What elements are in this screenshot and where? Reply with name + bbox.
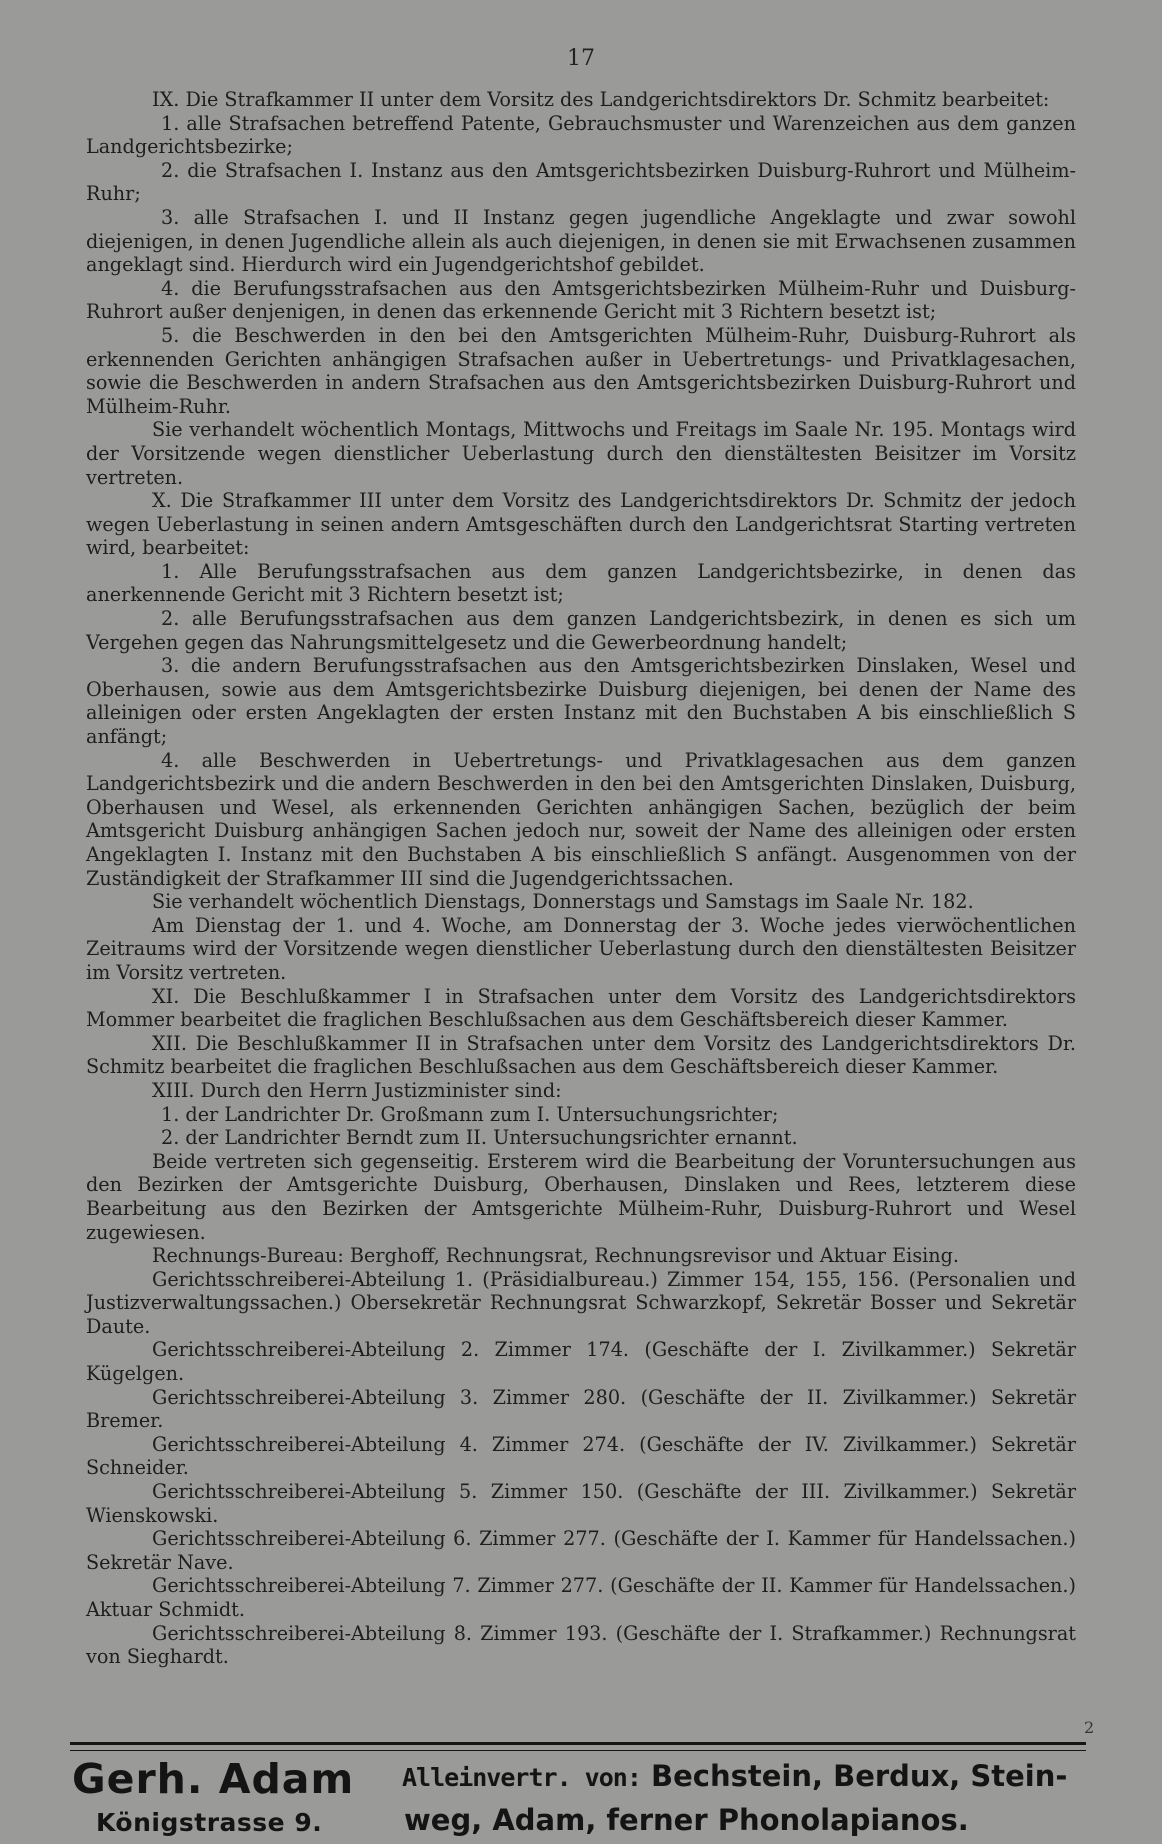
paragraph: 2. alle Berufungsstrafsachen aus dem ganzen Landgerichtsbezirk, in denen es sich um Vergehen gegen das Nahrungsmittelgesetz und die Gewerbeordnung handelt; [86,607,1076,654]
paragraph: Beide vertreten sich gegenseitig. Ersterem wird die Bearbeitung der Voruntersuchungen aus den Bezirken der Amtsgerichte Duisburg, Oberhausen, Dinslaken und Rees, letzterem diese Bearbeitung aus den Bezirken der Amtsgerichte Mülheim-Ruhr, Duisburg-Ruhrort und Wesel zugewiesen. [86,1149,1076,1244]
paragraph: Gerichtsschreiberei-Abteilung 8. Zimmer 193. (Geschäfte der I. Strafkammer.) Rechnungsrat von Sieghardt. [86,1621,1076,1669]
advert-company-name: Gerh. Adam [72,1755,355,1803]
paragraph: Am Dienstag der 1. und 4. Woche, am Donnerstag der 3. Woche jedes vierwöchentlichen Zeitraums wird der Vorsitzende wegen dienstlicher Ueberlastung durch den dienstältesten Beisitzer im Vorsitz vertreten. [86,913,1076,984]
paragraph: 1. alle Strafsachen betreffend Patente, Gebrauchsmuster und Warenzeichen aus dem ganzen Landgerichtsbezirke; [86,111,1076,159]
paragraph: 4. die Berufungsstrafsachen aus den Amtsgerichtsbezirken Mülheim-Ruhr und Duisburg-Ruhrort außer denjenigen, in denen das erkennende Gericht mit 3 Richtern besetzt ist; [86,276,1076,324]
paragraph: 2. die Strafsachen I. Instanz aus den Amtsgerichtsbezirken Duisburg-Ruhrort und Mülheim-Ruhr; [86,158,1076,206]
paragraph: 1. der Landrichter Dr. Großmann zum I. Untersuchungsrichter; [161,1102,779,1126]
side-mark: 2 [1084,1718,1095,1737]
paragraph: Gerichtsschreiberei-Abteilung 3. Zimmer 280. (Geschäfte der II. Zivilkammer.) Sekretär Bremer. [86,1385,1076,1433]
advert-address: Königstrasse 9. [96,1808,323,1837]
paragraph: Sie verhandelt wöchentlich Dienstags, Donnerstags und Samstags im Saale Nr. 182. [152,890,974,914]
advert-line-1-prefix: Alleinvertr. von: [402,1763,641,1792]
section-xii-heading: XII. Die Beschlußkammer II in Strafsachen unter dem Vorsitz des Landgerichtsdirektors Dr. Schmitz bearbeitet die fraglichen Beschlußsachen aus dem Geschäftsbereich dieser Kammer. [86,1031,1076,1079]
advert-line-1-brands: Bechstein, Berdux, Stein- [650,1759,1068,1793]
paragraph: Gerichtsschreiberei-Abteilung 6. Zimmer 277. (Geschäfte der I. Kammer für Handelssachen.) Sekretär Nave. [86,1527,1076,1574]
section-xi-heading: XI. Die Beschlußkammer I in Strafsachen unter dem Vorsitz des Landgerichtsdirektors Mommer bearbeitet die fraglichen Beschlußsachen aus dem Geschäftsbereich dieser Kammer. [86,984,1076,1032]
section-xiii-heading: XIII. Durch den Herrn Justizminister sind: [152,1078,562,1102]
paragraph: 1. Alle Berufungsstrafsachen aus dem ganzen Landgerichtsbezirke, in denen das anerkennende Gericht mit 3 Richtern besetzt ist; [86,559,1076,607]
document-body [86,88,1076,1669]
paragraph: Gerichtsschreiberei-Abteilung 1. (Präsidialbureau.) Zimmer 154, 155, 156. (Personalien und Justizverwaltungssachen.) Obersekretär Rechnungsrat Schwarzkopf, Sekretär Bosser und Sekretär Daute. [86,1267,1076,1338]
paragraph: 2. der Landrichter Berndt zum II. Untersuchungsrichter ernannt. [161,1126,798,1150]
paragraph: Gerichtsschreiberei-Abteilung 5. Zimmer 150. (Geschäfte der III. Zivilkammer.) Sekretär Wienskowski. [86,1480,1076,1527]
paragraph: 3. alle Strafsachen I. und II Instanz gegen jugendliche Angeklagte und zwar sowohl diejenigen, in denen Jugendliche allein als auch diejenigen, in denen sie mit Erwachsenen zusammen angeklagt sind. Hierdurch wird ein Jugendgerichtshof gebildet. [86,205,1076,277]
section-x-heading: X. Die Strafkammer III unter dem Vorsitz des Landgerichtsdirektors Dr. Schmitz der jedoch wegen Ueberlastung in seinen andern Amtsgeschäften durch den Landgerichtsrat Starting vertreten wird, bearbeitet: [86,489,1076,560]
paragraph: 5. die Beschwerden in den bei den Amtsgerichten Mülheim-Ruhr, Duisburg-Ruhrort als erkennenden Gerichten anhängigen Strafsachen außer in Uebertretungs- und Privatklagesachen, sowie die Beschwerden in andern Strafsachen aus den Amtsgerichtsbezirken Duisburg-Ruhrort und Mülheim-Ruhr. [86,323,1076,418]
advert-rule-thin [70,1750,1086,1751]
advert-rule [70,1742,1086,1745]
paragraph: Gerichtsschreiberei-Abteilung 7. Zimmer 277. (Geschäfte der II. Kammer für Handelssachen.) Aktuar Schmidt. [86,1574,1076,1621]
section-ix-heading: IX. Die Strafkammer II unter dem Vorsitz des Landgerichtsdirektors Dr. Schmitz bearbeitet: [152,88,1050,111]
paragraph: 4. alle Beschwerden in Uebertretungs- und Privatklagesachen aus dem ganzen Landgerichtsbezirk und die andern Beschwerden in den bei den Amtsgerichten Dinslaken, Duisburg, Oberhausen und Wesel, als erkennenden Gerichten anhängigen Sachen, bezüglich der beim Amtsgericht Duisburg anhängigen Sachen jedoch nur, soweit der Name des alleinigen oder ersten Angeklagten I. Instanz mit den Buchstaben A bis einschließlich S anfängt. Ausgenommen von der Zuständigkeit der Strafkammer III sind die Jugendgerichtssachen. [86,748,1076,890]
advert-line-2: weg, Adam, ferner Phonolapianos. [404,1803,969,1837]
paragraph: Rechnungs-Bureau: Berghoff, Rechnungsrat, Rechnungsrevisor und Aktuar Eising. [152,1244,960,1268]
paragraph: 3. die andern Berufungsstrafsachen aus den Amtsgerichtsbezirken Dinslaken, Wesel und Oberhausen, sowie aus dem Amtsgerichtsbezirke Duisburg diejenigen, bei denen der Name des alleinigen oder ersten Angeklagten der ersten Instanz mit den Buchstaben A bis einschließlich S anfängt; [86,654,1076,749]
advert-line-1 [402,1758,1067,1796]
paragraph: Gerichtsschreiberei-Abteilung 4. Zimmer 274. (Geschäfte der IV. Zivilkammer.) Sekretär Schneider. [86,1432,1076,1480]
paragraph: Sie verhandelt wöchentlich Montags, Mittwochs und Freitags im Saale Nr. 195. Montags wird der Vorsitzende wegen dienstlicher Ueberlastung durch den dienstältesten Beisitzer im Vorsitz vertreten. [86,418,1076,489]
page-number: 17 [567,46,595,71]
paragraph: Gerichtsschreiberei-Abteilung 2. Zimmer 174. (Geschäfte der I. Zivilkammer.) Sekretär Kügelgen. [86,1338,1076,1386]
